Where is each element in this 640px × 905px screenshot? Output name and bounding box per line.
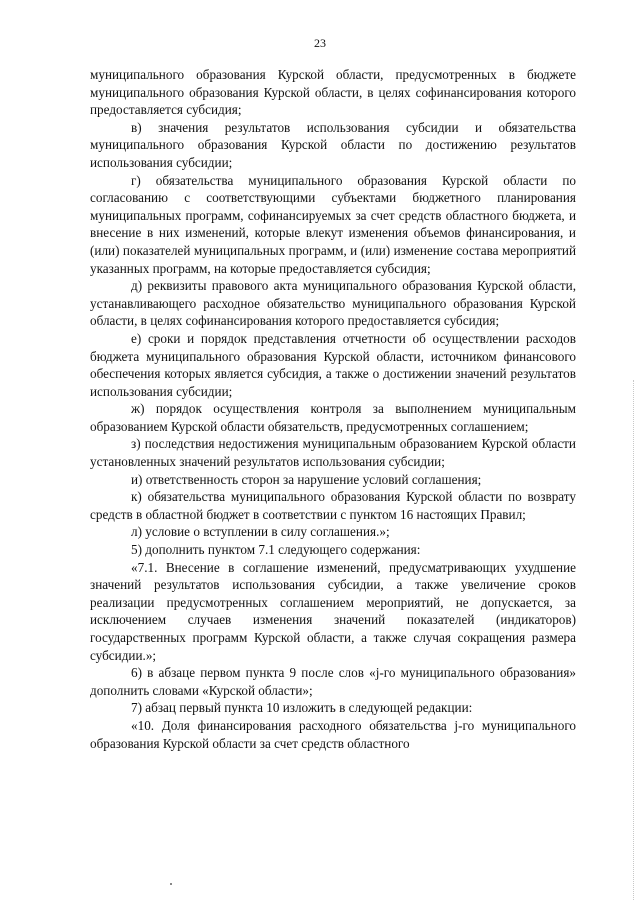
paragraph-amendment-5: 5) дополнить пунктом 7.1 следующего содержания:	[131, 542, 421, 558]
paragraph-item-zh: ж) порядок осуществления контроля за выполнением муниципальным образованием Курской области обязательств, предусмотренных соглашением;	[90, 401, 576, 434]
paragraph-item-z: з) последствия недостижения муниципальным образованием Курской области установленных значений результатов использования субсидии;	[90, 436, 576, 470]
page-number: 23	[314, 36, 326, 50]
paragraph-item-k: к) обязательства муниципального образования Курской области по возврату средств в областной бюджет в соответствии с пунктом 16 настоящих Правил;	[90, 489, 576, 522]
paragraph-clause-7-1: «7.1. Внесение в соглашение изменений, предусматривающих ухудшение значений результатов использования субсидии, а также увеличение сроков реализации предусмотренных соглашением мероприятий, не допускается, за исключением случаев изменения значений показателей (индикаторов) государственных программ Курской области, а также случая сокращения размера субсидии.»;	[90, 559, 576, 663]
paragraph-item-e: е) сроки и порядок представления отчетности об осуществлении расходов бюджета муниципального образования Курской области, источником финансового обеспечения которых является субсидия, а также о достижении значений результатов использования субсидии;	[90, 330, 576, 399]
paragraph-amendment-6: 6) в абзаце первом пункта 9 после слов «j-го муниципального образования» дополнить словами «Курской области»;	[90, 665, 576, 698]
paragraph-item-i: и) ответственность сторон за нарушение условий соглашения;	[131, 471, 482, 487]
scan-edge-mark	[632, 380, 634, 900]
paragraph-amendment-7: 7) абзац первый пункта 10 изложить в следующей редакции:	[131, 700, 473, 716]
paragraph-clause-10: «10. Доля финансирования расходного обязательства j-го муниципального образования Курской области за счет средств областного	[90, 717, 576, 751]
paragraph-item-v: в) значения результатов использования субсидии и обязательства муниципального образования Курской области по достижению результатов использования субсидии;	[90, 119, 576, 170]
scan-dot-mark	[170, 883, 172, 885]
paragraph-continuation: муниципального образования Курской области, предусмотренных в бюджете муниципального образования Курской области, в целях софинансирования которого предоставляется субсидия;	[90, 67, 576, 118]
paragraph-item-g: г) обязательства муниципального образования Курской области по согласованию с соответствующими субъектами бюджетного планирования муниципальных программ, софинансируемых за счет средств областного бюджета, и внесение в них изменений, которые влекут изменения объемов финансирования, и (или) показателей муниципальных программ, и (или) изменение состава мероприятий указанных программ, на которые предоставляется субсидия;	[90, 172, 576, 276]
document-body	[90, 66, 576, 752]
paragraph-item-d: д) реквизиты правового акта муниципального образования Курской области, устанавливающего расходное обязательство муниципального образования Курской области, в целях софинансирования которого предоставляется субсидия;	[90, 278, 576, 329]
paragraph-item-l: л) условие о вступлении в силу соглашения.»;	[131, 524, 390, 540]
